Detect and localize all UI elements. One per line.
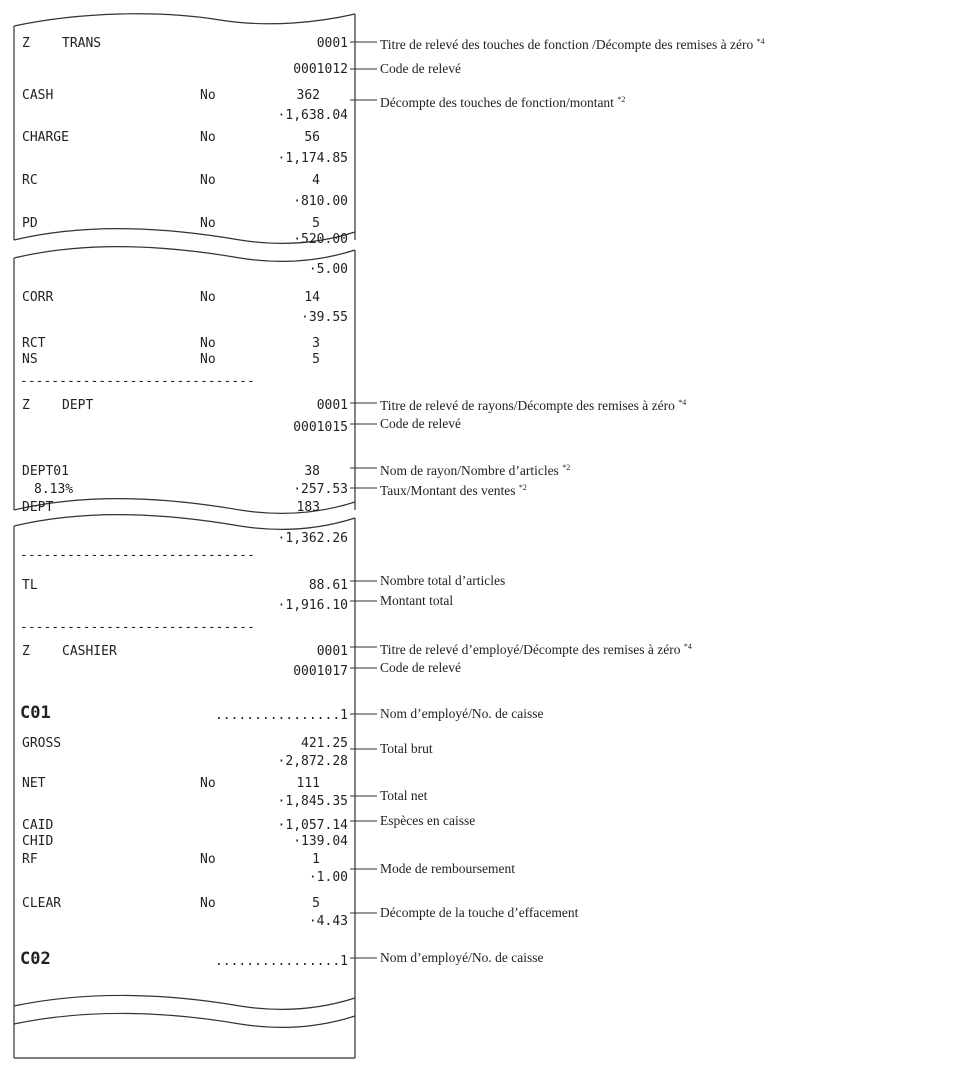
dept-item-name: DEPT01 xyxy=(22,464,69,479)
cashier-report-code: 0001017 xyxy=(293,664,348,679)
trans-cont-row-no: No xyxy=(200,336,216,351)
trans-row-no: No xyxy=(200,216,216,231)
rf-label: RF xyxy=(22,852,38,867)
cashier-title-name: CASHIER xyxy=(62,644,117,659)
net-count: 111 xyxy=(296,776,320,791)
trans-row-amount: ·1,174.85 xyxy=(277,151,348,166)
trans-row-count: 56 xyxy=(304,130,320,145)
dept-title-name: DEPT xyxy=(62,398,94,413)
dept-title-left: Z xyxy=(22,398,30,413)
trans-row-count: 4 xyxy=(312,173,320,188)
totals-amount: ·1,916.10 xyxy=(277,598,348,613)
annotation-cashier-code: Code de relevé xyxy=(380,660,461,675)
annotation-clear: Décompte de la touche d’effacement xyxy=(380,905,579,920)
dept-next-name: DEPT xyxy=(22,500,54,515)
clear-label: CLEAR xyxy=(22,896,62,911)
caid-amount: ·1,057.14 xyxy=(277,818,348,833)
trans-cont-row-count: 5 xyxy=(312,352,320,367)
trans-cont-row-label: RCT xyxy=(22,336,46,351)
trans-row-amount: ·520.00 xyxy=(293,232,348,247)
annotation-net: Total net xyxy=(380,788,428,803)
trans-row-label: PD xyxy=(22,216,38,231)
annotation-dept-name: Nom de rayon/Nombre d’articles $^{*2}$ xyxy=(380,463,571,478)
dept-next-amount: ·1,362.26 xyxy=(277,531,348,546)
net-label: NET xyxy=(22,776,46,791)
annotation-gross: Total brut xyxy=(380,741,433,756)
trans-cont-row-amount: ·39.55 xyxy=(301,310,348,325)
chid-amount: ·139.04 xyxy=(293,834,348,849)
dept-next-count: 183 xyxy=(296,500,320,515)
rf-count: 1 xyxy=(312,852,320,867)
trans-title-name: TRANS xyxy=(62,36,102,51)
trans-row-amount: ·810.00 xyxy=(293,194,348,209)
totals-count: 88.61 xyxy=(308,578,348,593)
caid-label: CAID xyxy=(22,818,54,833)
chid-label: CHID xyxy=(22,834,54,849)
annotation-refund: Mode de remboursement xyxy=(380,861,515,876)
annotation-clerk2: Nom d’employé/No. de caisse xyxy=(380,950,544,965)
trans-row-count: 362 xyxy=(296,88,320,103)
gross-count: 421.25 xyxy=(301,736,348,751)
trans-row-label: CASH xyxy=(22,88,54,103)
annotation-dept-code: Code de relevé xyxy=(380,416,461,431)
rf-no: No xyxy=(200,852,216,867)
cashier-title-left: Z xyxy=(22,644,30,659)
trans-row-no: No xyxy=(200,88,216,103)
trans-cont-row-label: CORR xyxy=(22,290,54,305)
annotation-trans-counts: Décompte des touches de fonction/montant $^{*2}$ xyxy=(380,95,626,110)
gross-label: GROSS xyxy=(22,736,62,751)
clear-amount: ·4.43 xyxy=(308,914,348,929)
clerk2-name: C02 xyxy=(20,949,51,969)
trans-cont-top-amount: ·5.00 xyxy=(308,262,348,277)
annotation-trans-title: Titre de relevé des touches de fonction /Décompte des remises à zéro $^{*4}$ xyxy=(380,37,765,52)
annotation-cashier-title: Titre de relevé d’employé/Décompte des remises à zéro $^{*4}$ xyxy=(380,642,692,657)
cashier-reset-count: 0001 xyxy=(316,644,348,659)
dept-report-code: 0001015 xyxy=(293,420,348,435)
dept-sales-amount: ·257.53 xyxy=(293,482,348,497)
gross-amount: ·2,872.28 xyxy=(277,754,348,769)
trans-report-code: 0001012 xyxy=(293,62,348,77)
annotation-cash-in-drawer: Espèces en caisse xyxy=(380,813,476,828)
totals-label: TL xyxy=(22,578,38,593)
trans-cont-row-no: No xyxy=(200,352,216,367)
divider-dashes: ------------------------------ xyxy=(20,374,255,389)
net-amount: ·1,845.35 xyxy=(277,794,348,809)
annotation-clerk1: Nom d’employé/No. de caisse xyxy=(380,706,544,721)
divider-dashes: ------------------------------ xyxy=(20,548,255,563)
trans-row-label: RC xyxy=(22,173,38,188)
clear-count: 5 xyxy=(312,896,320,911)
annotation-dept-title: Titre de relevé de rayons/Décompte des remises à zéro $^{*4}$ xyxy=(380,398,687,413)
clerk2-leader: ................1 xyxy=(214,954,348,969)
dept-reset-count: 0001 xyxy=(316,398,348,413)
rf-amount: ·1.00 xyxy=(308,870,348,885)
divider-dashes: ------------------------------ xyxy=(20,620,255,635)
trans-row-no: No xyxy=(200,173,216,188)
trans-cont-row-label: NS xyxy=(22,352,38,367)
trans-row-amount: ·1,638.04 xyxy=(277,108,348,123)
dept-item-count: 38 xyxy=(304,464,320,479)
annotation-dept-rate: Taux/Montant des ventes $^{*2}$ xyxy=(380,483,527,498)
annotation-total-items: Nombre total d’articles xyxy=(380,573,506,588)
annotation-total-amount: Montant total xyxy=(380,593,454,608)
trans-row-count: 5 xyxy=(312,216,320,231)
clear-no: No xyxy=(200,896,216,911)
trans-cont-row-no: No xyxy=(200,290,216,305)
trans-reset-count: 0001 xyxy=(316,36,348,51)
annotation-trans-code: Code de relevé xyxy=(380,61,461,76)
net-no: No xyxy=(200,776,216,791)
trans-cont-row-count: 3 xyxy=(312,336,320,351)
trans-row-no: No xyxy=(200,130,216,145)
clerk1-leader: ................1 xyxy=(214,708,348,723)
trans-cont-row-count: 14 xyxy=(304,290,320,305)
dept-rate: 8.13% xyxy=(34,482,74,497)
clerk1-name: C01 xyxy=(20,703,51,723)
trans-row-label: CHARGE xyxy=(22,130,69,145)
trans-title-left: Z xyxy=(22,36,30,51)
